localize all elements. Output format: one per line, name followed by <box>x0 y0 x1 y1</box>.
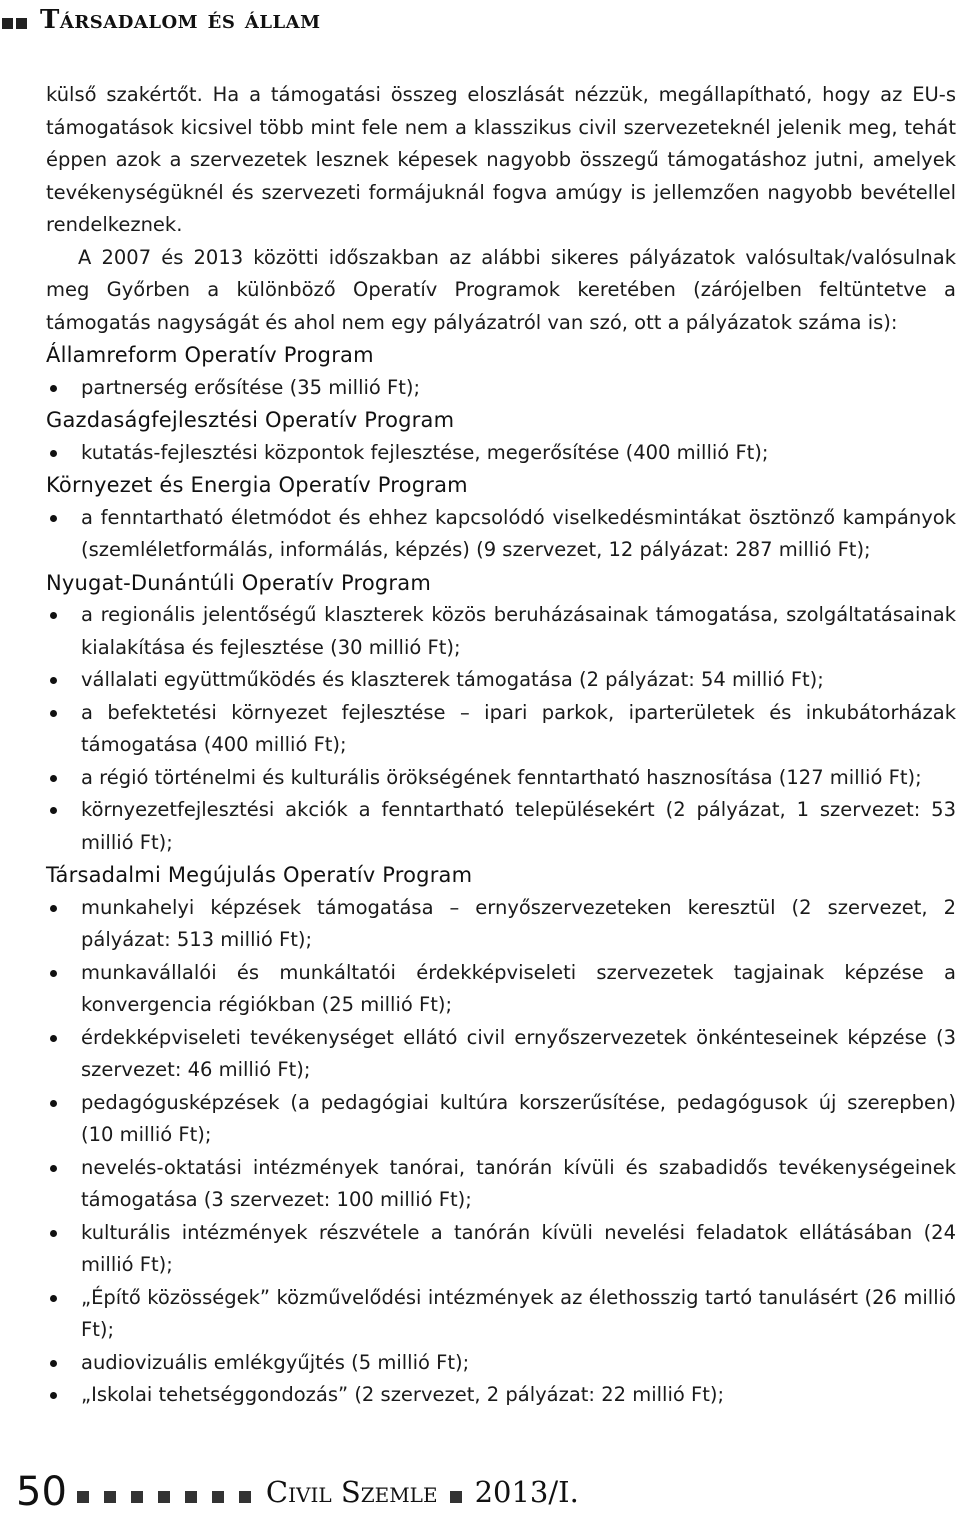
footer-square-icon <box>131 1491 143 1503</box>
running-header <box>2 0 321 40</box>
list-item: a regionális jelentőségű klaszterek közös beruházásainak támogatása, szolgáltatásainak kialakítása és fejlesztése (30 millió Ft); <box>46 599 956 664</box>
page-footer <box>16 1467 579 1517</box>
program-heading: Nyugat-Dunántúli Operatív Program <box>46 570 431 595</box>
list-item: nevelés-oktatási intézmények tanórai, tanórán kívüli és szabadidős tevékenységeinek támogatása (3 szervezet: 100 millió Ft); <box>46 1152 956 1217</box>
list-item: „Építő közösségek” közművelődési intézmények az élethosszig tartó tanulásért (26 millió Ft); <box>46 1282 956 1347</box>
program-list <box>46 437 956 470</box>
list-item: a régió történelmi és kulturális örökségének fenntartható hasznosítása (127 millió Ft); <box>46 762 956 795</box>
issue-number: 2013/I. <box>474 1475 579 1509</box>
list-item: kulturális intézmények részvétele a tanórán kívüli nevelési feladatok ellátásában (24 millió Ft); <box>46 1217 956 1282</box>
program-list <box>46 892 956 1412</box>
footer-square-icon <box>158 1491 170 1503</box>
list-item: kutatás-fejlesztési központok fejlesztése, megerősítése (400 millió Ft); <box>46 437 956 470</box>
list-item: a befektetési környezet fejlesztése – ipari parkok, iparterületek és inkubátorházak támogatása (400 millió Ft); <box>46 697 956 762</box>
list-item: környezetfejlesztési akciók a fenntartható településekért (2 pályázat, 1 szervezet: 53 millió Ft); <box>46 794 956 859</box>
journal-name: Civil Szemle <box>265 1475 438 1509</box>
header-square-icon <box>2 18 13 29</box>
footer-square-icon <box>77 1491 89 1503</box>
header-square-icon <box>16 18 27 29</box>
program-heading: Gazdaságfejlesztési Operatív Program <box>46 408 455 432</box>
program-heading: Államreform Operatív Program <box>46 343 374 367</box>
list-item: érdekképviseleti tevékenységet ellátó civil ernyőszervezetek önkénteseinek képzése (3 szervezet: 46 millió Ft); <box>46 1022 956 1087</box>
intro-paragraph: külső szakértőt. Ha a támogatási összeg eloszlását nézzük, megállapítható, hogy az EU-s támogatások kicsivel több mint fele nem a klasszikus civil szervezeteknél jelenik meg, tehát éppen azok a szervezetek lesznek képesek nagyobb összegű támogatáshoz jutni, amelyek tevékenységüknél és szervezeti formájuknál fogva amúgy is jellemzően nagyobb bevétellel rendelkeznek. <box>46 83 956 236</box>
page-number: 50 <box>16 1469 67 1515</box>
footer-square-icon <box>104 1491 116 1503</box>
article-body <box>46 79 956 1412</box>
list-item: vállalati együttműködés és klaszterek támogatása (2 pályázat: 54 millió Ft); <box>46 664 956 697</box>
section-title: Társadalom és állam <box>40 5 321 35</box>
list-item: a fenntartható életmódot és ehhez kapcsolódó viselkedésmintákat ösztönző kampányok (szemléletformálás, informálás, képzés) (9 szervezet, 12 pályázat: 287 millió Ft); <box>46 502 956 567</box>
list-item: munkahelyi képzések támogatása – ernyőszervezeteken keresztül (2 szervezet, 2 pályázat: 513 millió Ft); <box>46 892 956 957</box>
list-item: audiovizuális emlékgyűjtés (5 millió Ft); <box>46 1347 956 1380</box>
footer-square-icon <box>239 1491 251 1503</box>
footer-square-icon <box>185 1491 197 1503</box>
footer-square-icon <box>212 1491 224 1503</box>
program-list <box>46 599 956 859</box>
list-item: pedagógusképzések (a pedagógiai kultúra korszerűsítése, pedagógusok új szerepben) (10 millió Ft); <box>46 1087 956 1152</box>
program-heading: Környezet és Energia Operatív Program <box>46 473 468 497</box>
program-heading: Társadalmi Megújulás Operatív Program <box>46 863 473 887</box>
program-list <box>46 372 956 405</box>
list-item: „Iskolai tehetséggondozás” (2 szervezet, 2 pályázat: 22 millió Ft); <box>46 1379 956 1412</box>
footer-square-icon <box>450 1491 462 1503</box>
lead-paragraph: A 2007 és 2013 közötti időszakban az alábbi sikeres pályázatok valósultak/valósulnak meg Győrben a különböző Operatív Programok keretében (zárójelben feltüntetve a támogatás nagyságát és ahol nem egy pályázatról van szó, ott a pályázatok száma is): <box>46 245 956 334</box>
program-list <box>46 502 956 567</box>
list-item: partnerség erősítése (35 millió Ft); <box>46 372 956 405</box>
list-item: munkavállalói és munkáltatói érdekképviseleti szervezetek tagjainak képzése a konvergencia régiókban (25 millió Ft); <box>46 957 956 1022</box>
